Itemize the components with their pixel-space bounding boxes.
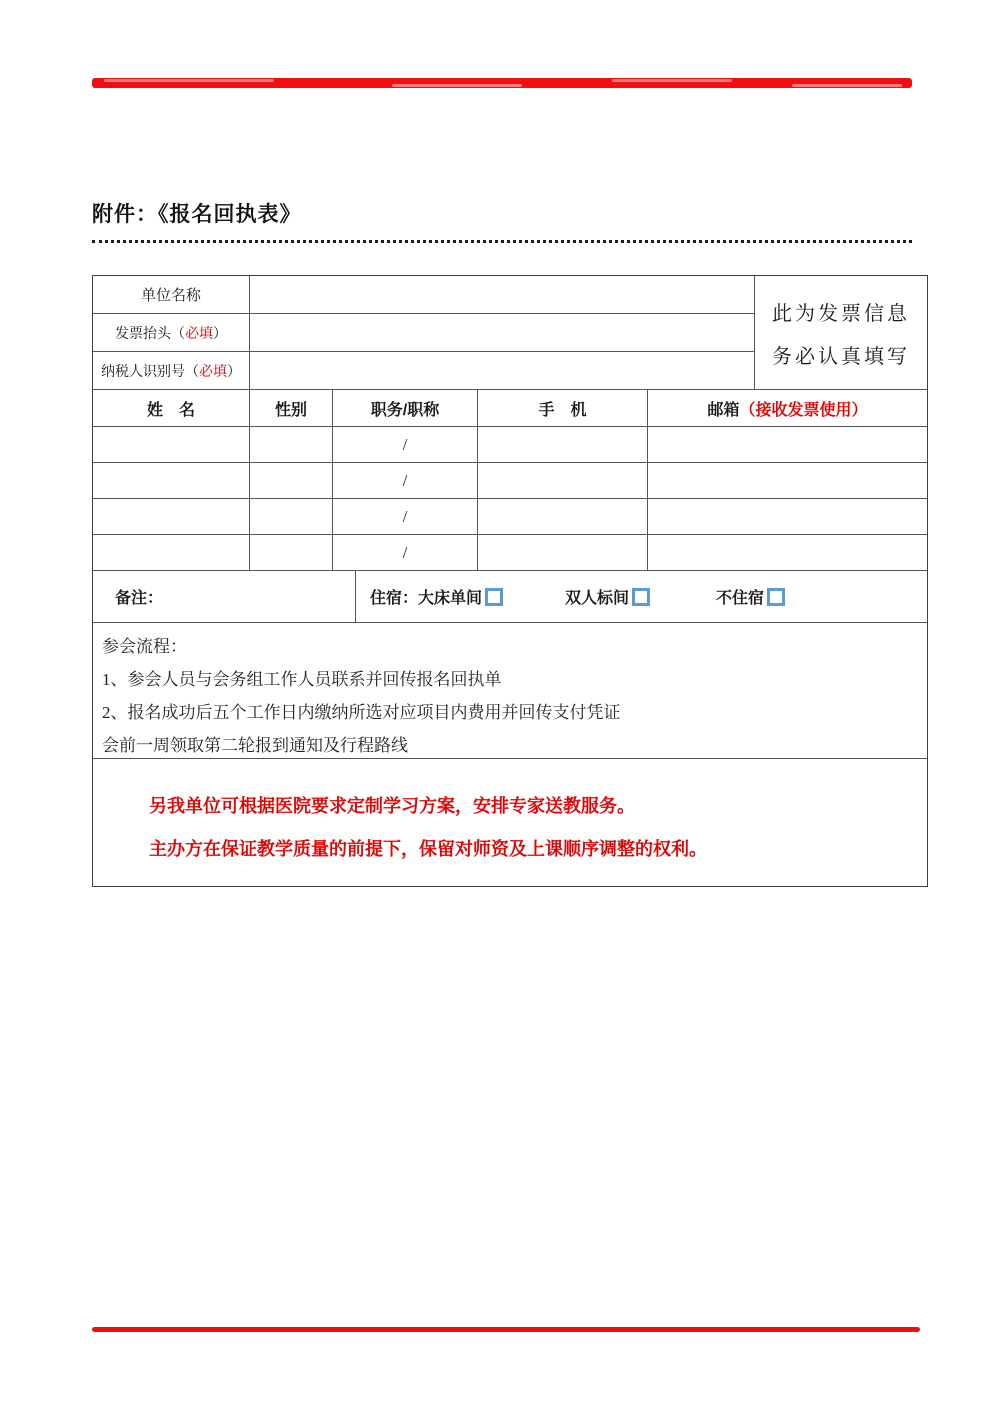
required-badge: 必填 — [199, 362, 227, 379]
name-cell[interactable] — [93, 535, 250, 570]
label-text: 单位名称 — [140, 287, 201, 304]
table-row — [93, 535, 927, 571]
single-room-checkbox[interactable] — [485, 588, 503, 606]
paren: ） — [227, 362, 241, 379]
header-email-note: （接收发票使用） — [739, 401, 868, 419]
name-cell[interactable] — [93, 427, 250, 462]
label-text: 发票抬头 — [115, 324, 171, 341]
table-row — [93, 427, 927, 463]
double-room-checkbox[interactable] — [632, 588, 650, 606]
option-label: 双人标间 — [565, 590, 630, 607]
side-note-line: 务必认真填写 — [772, 345, 910, 368]
lodging-options — [356, 571, 927, 622]
header-mobile: 手 机 — [478, 390, 648, 426]
paren: ） — [213, 324, 227, 341]
company-name-label — [93, 276, 250, 313]
gender-cell[interactable] — [250, 427, 333, 462]
header-name: 姓 名 — [93, 390, 250, 426]
table-row — [93, 499, 927, 535]
title-cell[interactable] — [333, 535, 478, 570]
lodging-prefix: 住宿： — [370, 590, 419, 607]
invoice-info-section — [93, 276, 927, 390]
invoice-header-field[interactable] — [250, 314, 754, 351]
invoice-side-note — [755, 276, 927, 389]
header-email-text: 邮箱 — [707, 401, 740, 419]
table-row — [93, 352, 754, 389]
header-gender: 性别 — [250, 390, 333, 426]
red-rule-highlight — [792, 84, 902, 87]
cell-value: / — [402, 470, 408, 490]
taxpayer-id-label — [93, 352, 250, 389]
registration-form-table — [92, 275, 928, 887]
mobile-cell[interactable] — [478, 463, 648, 498]
email-cell[interactable] — [648, 535, 927, 570]
red-notice-line: 另我单位可根据医院要求定制学习方案，安排专家送教服务。 — [149, 796, 635, 816]
gender-cell[interactable] — [250, 463, 333, 498]
name-cell[interactable] — [93, 499, 250, 534]
header-title: 职务/职称 — [333, 390, 478, 426]
mobile-cell[interactable] — [478, 535, 648, 570]
table-row — [93, 276, 754, 314]
attendee-header-row — [93, 390, 927, 427]
lodging-option-single — [418, 585, 503, 608]
process-text — [93, 623, 927, 759]
process-row — [93, 623, 927, 759]
dotted-divider — [92, 240, 912, 243]
process-step: 1、参会人员与会务组工作人员联系并回传报名回执单 — [102, 670, 502, 689]
email-cell[interactable] — [648, 463, 927, 498]
company-name-field[interactable] — [250, 276, 754, 313]
email-cell[interactable] — [648, 427, 927, 462]
invoice-fields — [93, 276, 755, 389]
table-row — [93, 314, 754, 352]
red-notice-row — [93, 759, 927, 886]
invoice-header-label — [93, 314, 250, 351]
name-cell[interactable] — [93, 463, 250, 498]
table-row — [93, 463, 927, 499]
gender-cell[interactable] — [250, 535, 333, 570]
header-email — [648, 390, 927, 426]
no-lodging-checkbox[interactable] — [767, 588, 785, 606]
page-title: 附件：《报名回执表》 — [92, 203, 302, 226]
remark-row — [93, 571, 927, 623]
process-heading: 参会流程： — [102, 637, 187, 656]
red-rule-highlight — [104, 79, 274, 82]
paren: （ — [171, 324, 185, 341]
email-cell[interactable] — [648, 499, 927, 534]
lodging-option-double — [565, 585, 650, 608]
red-rule-highlight — [392, 84, 522, 87]
cell-value: / — [402, 434, 408, 454]
bottom-red-rule — [92, 1327, 920, 1332]
taxpayer-id-field[interactable] — [250, 352, 754, 389]
mobile-cell[interactable] — [478, 427, 648, 462]
title-cell[interactable] — [333, 427, 478, 462]
top-red-rule — [92, 78, 912, 88]
title-cell[interactable] — [333, 499, 478, 534]
red-notice-text — [93, 759, 927, 886]
side-note-line: 此为发票信息 — [772, 302, 910, 325]
lodging-option-none — [716, 585, 785, 608]
cell-value: / — [402, 542, 408, 562]
gender-cell[interactable] — [250, 499, 333, 534]
red-rule-highlight — [612, 79, 732, 82]
option-label: 不住宿 — [716, 590, 765, 607]
title-cell[interactable] — [333, 463, 478, 498]
label-text: 纳税人识别号 — [101, 362, 185, 379]
required-badge: 必填 — [185, 324, 213, 341]
process-step: 会前一周领取第二轮报到通知及行程路线 — [102, 736, 408, 755]
option-label: 大床单间 — [418, 590, 483, 607]
process-step: 2、报名成功后五个工作日内缴纳所选对应项目内费用并回传支付凭证 — [102, 703, 621, 722]
cell-value: / — [402, 506, 408, 526]
red-notice-line: 主办方在保证教学质量的前提下，保留对师资及上课顺序调整的权利。 — [149, 839, 707, 859]
mobile-cell[interactable] — [478, 499, 648, 534]
remark-label: 备注： — [93, 571, 356, 622]
paren: （ — [185, 362, 199, 379]
